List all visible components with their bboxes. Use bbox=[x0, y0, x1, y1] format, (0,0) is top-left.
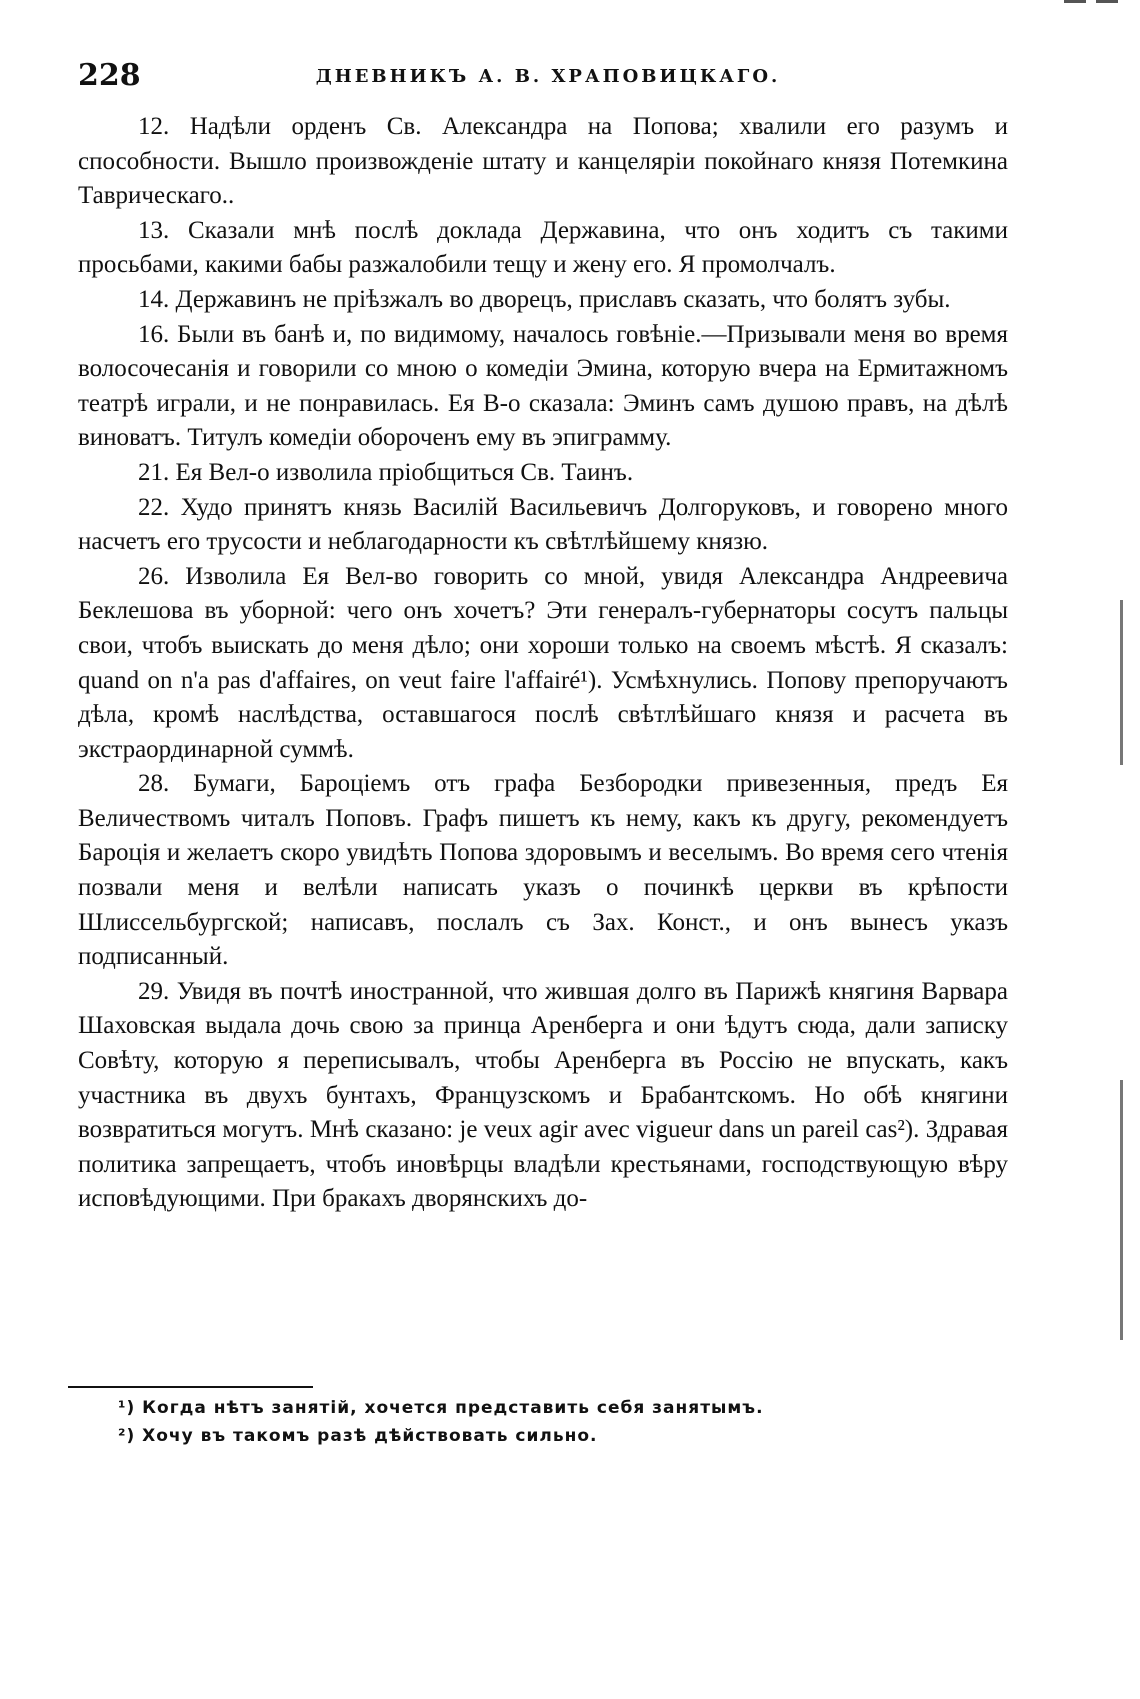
diary-entry-14: 14. Державинъ не пріѣзжалъ во дворецъ, приславъ сказать, что болятъ зубы. bbox=[138, 285, 951, 313]
page-header bbox=[78, 58, 1018, 98]
footnote-2: ²) Хочу въ такомъ разѣ дѣйствовать сильно. bbox=[118, 1426, 598, 1446]
scan-edge-mark bbox=[1096, 0, 1118, 3]
page-number: 228 bbox=[78, 58, 141, 93]
scan-margin-line bbox=[1120, 600, 1123, 765]
body-text bbox=[78, 110, 1008, 1217]
footnote-1: ¹) Когда нѣтъ занятій, хочется представить себя занятымъ. bbox=[118, 1398, 764, 1418]
diary-entry-28: 28. Бумаги, Бароціемъ отъ графа Безбородки привезенныя, предъ Ея Величествомъ читалъ Поповъ. Графъ пишетъ къ нему, какъ къ другу, рекомендуетъ Бароція и желаетъ скоро увидѣть Попова здоровымъ и веселымъ. Во время сего чтенія позвали меня и велѣли написать указъ о починкѣ церкви въ крѣпости Шлиссельбургской; написавъ, послалъ съ Зах. Конст., и онъ вынесъ указъ подписанный. bbox=[78, 770, 1008, 971]
footnote-rule bbox=[68, 1386, 313, 1388]
scan-margin-line bbox=[1120, 1080, 1123, 1340]
diary-entry-13: 13. Сказали мнѣ послѣ доклада Державина, что онъ ходитъ съ такими просьбами, какими бабы разжалобили тещу и жену его. Я промолчалъ. bbox=[78, 216, 1008, 279]
diary-entry-21: 21. Ея Вел-о изволила пріобщиться Св. Таинъ. bbox=[138, 458, 634, 486]
diary-entry-26: 26. Изволила Ея Вел-во говорить со мной, увидя Александра Андреевича Беклешова въ уборной: чего онъ хочетъ? Эти генералъ-губернаторы сосутъ пальцы свои, чтобъ выискать до меня дѣло; они хороши только на своемъ мѣстѣ. Я сказалъ: quand on n'a pas d'affaires, on veut faire l'affairé¹). Усмѣхнулись. Попову препоручаютъ дѣла, кромѣ наслѣдства, оставшагося послѣ свѣтлѣйшаго князя и расчета въ экстраординарной суммѣ. bbox=[78, 562, 1008, 763]
diary-entry-16: 16. Были въ банѣ и, по видимому, началось говѣніе.—Призывали меня во время волосочесанія и говорили со мною о комедіи Эмина, которую вчера на Ермитажномъ театрѣ играли, и не понравилась. Ея В-о сказала: Эминъ самъ душою правъ, на дѣлѣ виноватъ. Титулъ комедіи обороченъ ему въ эпиграмму. bbox=[78, 320, 1008, 452]
running-title: ДНЕВНИКЪ А. В. ХРАПОВИЦКАГО. bbox=[315, 66, 781, 87]
footnotes bbox=[118, 1394, 1018, 1450]
diary-entry-12: 12. Надѣли орденъ Св. Александра на Попова; хвалили его разумъ и способности. Вышло произвожденіе штату и канцеляріи покойнаго князя Потемкина Таврическаго.. bbox=[78, 113, 1008, 210]
diary-entry-22: 22. Худо принятъ князь Василій Васильевичъ Долгоруковъ, и говорено много насчетъ его трусости и неблагодарности къ свѣтлѣйшему князю. bbox=[78, 493, 1008, 556]
diary-entry-29: 29. Увидя въ почтѣ иностранной, что жившая долго въ Парижѣ княгиня Варвара Шаховская выдала дочь свою за принца Аренберга и они ѣдутъ сюда, дали записку Совѣту, которую я переписывалъ, чтобы Аренберга въ Россію не впускать, какъ участника въ двухъ бунтахъ, Французскомъ и Брабантскомъ. Но обѣ княгини возвратиться могутъ. Мнѣ сказано: je veux agir avec vigueur dans un pareil cas²). Здравая политика запрещаетъ, чтобъ иновѣрцы владѣли крестьянами, господствующую вѣру исповѣдующими. При бракахъ дворянскихъ до- bbox=[78, 977, 1008, 1213]
scan-edge-mark bbox=[1064, 0, 1086, 3]
